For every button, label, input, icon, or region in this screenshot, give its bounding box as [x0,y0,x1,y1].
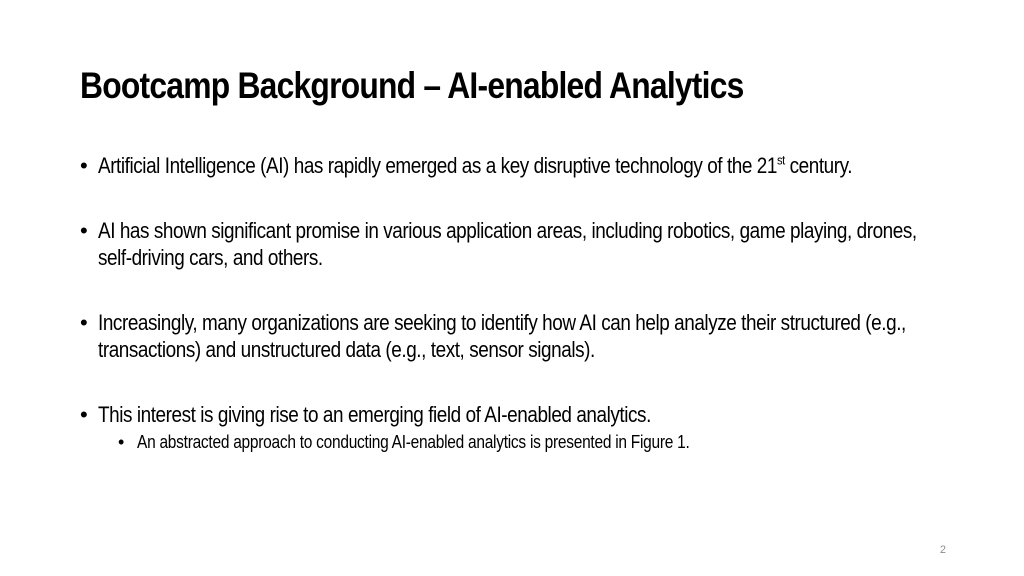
bullet-item [80,152,980,179]
bullet-item [80,217,980,271]
bullet-item [80,309,980,363]
bullet-text-part: century. [784,153,853,178]
slide-body [80,152,980,454]
page-number: 2 [939,544,946,556]
bullet-marker: • [80,402,88,427]
bullet-text-part: Artificial Intelligence (AI) has rapidly emerged as a key disruptive technology of the 21 [98,153,777,178]
superscript: st [776,152,785,168]
bullet-marker: • [80,153,88,178]
bullet-marker: • [80,310,88,335]
bullet-text [98,152,932,179]
slide-title: Bootcamp Background – AI-enabled Analytics [80,65,744,106]
sub-bullet-marker: • [118,432,125,452]
bullet-text: Increasingly, many organizations are seeking to identify how AI can help analyze their structured (e.g., transactions) and unstructured data (e.g., text, sensor signals). [98,310,906,362]
sub-bullet-text: An abstracted approach to conducting AI-enabled analytics is presented in Figure 1. [137,432,690,452]
bullet-text: This interest is giving rise to an emerging field of AI-enabled analytics. [98,402,651,427]
bullet-marker: • [80,218,88,243]
bullet-text: AI has shown significant promise in various application areas, including robotics, game playing, drones, self-driving cars, and others. [98,218,917,270]
bullet-item [80,401,980,428]
sub-bullet-item [118,430,980,454]
